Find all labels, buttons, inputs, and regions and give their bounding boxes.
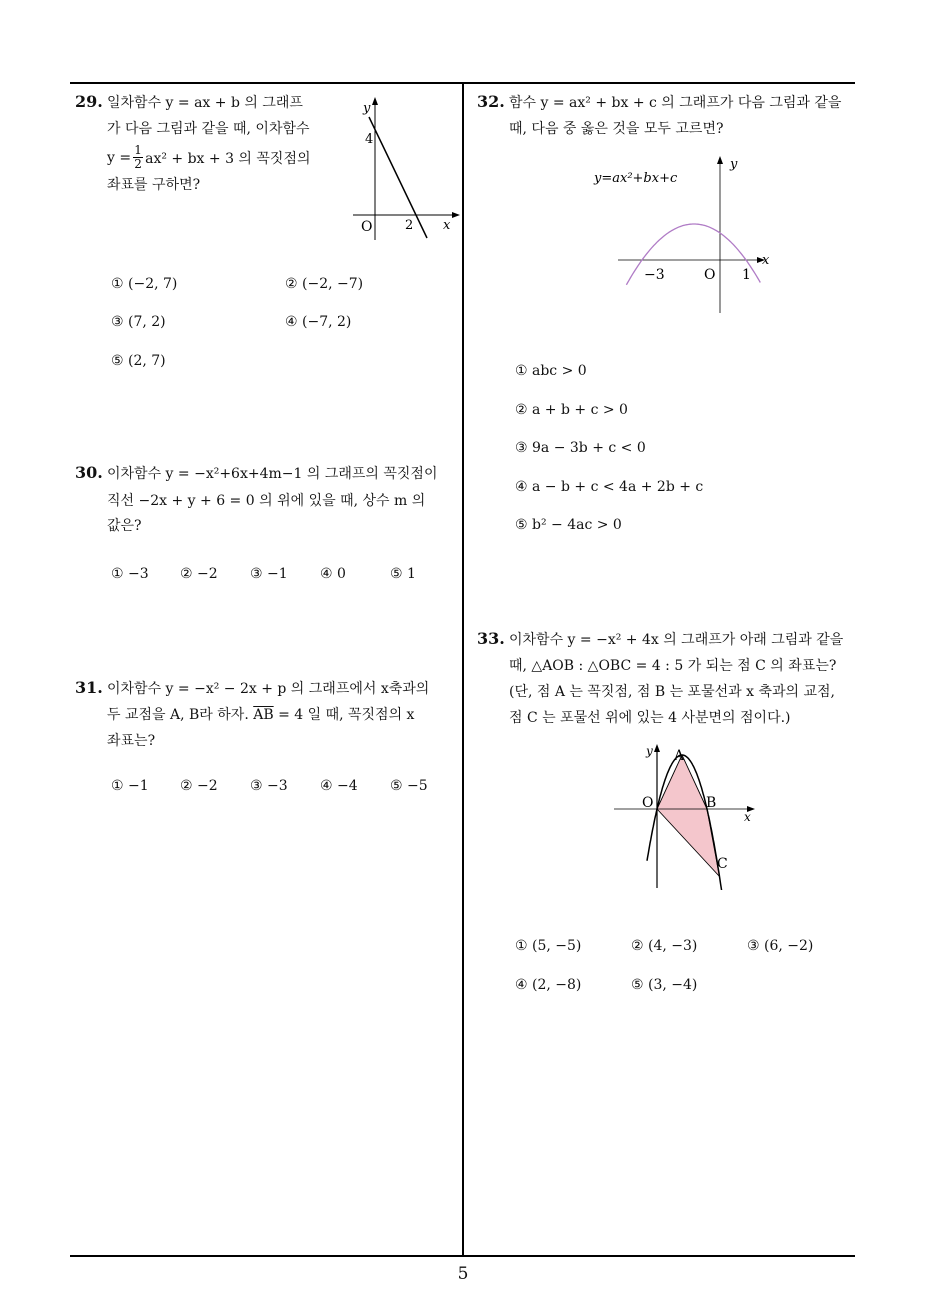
- question-text-line: 때, △AOB : △OBC = 4 : 5 가 되는 점 C 의 좌표는?: [509, 658, 837, 674]
- choice[interactable]: ① abc > 0: [515, 363, 587, 379]
- text-segment: = 4 일 때, 꼭짓점의 x: [273, 707, 415, 723]
- question-text-line: 점 C 는 포물선 위에 있는 4 사분면의 점이다.): [509, 710, 791, 726]
- choice[interactable]: ① −3: [111, 566, 149, 582]
- root-right-label: 1: [742, 267, 751, 283]
- origin-label: O: [704, 267, 716, 283]
- point-c-label: C: [717, 856, 728, 872]
- y-intercept-label: 4: [365, 132, 374, 147]
- point-a-label: A: [674, 748, 685, 764]
- choice[interactable]: ④ −4: [320, 778, 358, 794]
- choice[interactable]: ③ (6, −2): [747, 938, 814, 954]
- origin-label: O: [361, 219, 373, 235]
- question-text-line: 좌표를 구하면?: [107, 177, 201, 193]
- shaded-triangles: [657, 755, 720, 877]
- choice[interactable]: ⑤ −5: [390, 778, 428, 794]
- text-segment: 두 교점을 A, B라 하자.: [107, 707, 254, 723]
- question-number: 30.: [75, 463, 103, 482]
- question-text-line: 가 다음 그림과 같을 때, 이차함수: [107, 121, 310, 137]
- choice[interactable]: ③ 9a − 3b + c < 0: [515, 440, 646, 456]
- choice[interactable]: ② −2: [180, 566, 218, 582]
- x-axis-label: x: [744, 810, 751, 824]
- choice[interactable]: ① (5, −5): [515, 938, 582, 954]
- fraction-numerator: 1: [134, 143, 142, 157]
- choice[interactable]: ② a + b + c > 0: [515, 402, 628, 418]
- question-number: 29.: [75, 92, 103, 111]
- choice[interactable]: ④ 0: [320, 566, 346, 582]
- x-axis-label: x: [762, 253, 770, 268]
- choice[interactable]: ⑤ b² − 4ac > 0: [515, 517, 622, 533]
- choice[interactable]: ④ (2, −8): [515, 977, 582, 993]
- choice[interactable]: ① (−2, 7): [111, 276, 178, 292]
- fraction: [133, 144, 143, 171]
- formula-prefix: y =: [107, 149, 132, 166]
- question-text-line: 때, 다음 중 옳은 것을 모두 고르면?: [509, 121, 724, 137]
- choice[interactable]: ② (4, −3): [631, 938, 698, 954]
- question-text-line: 좌표는?: [107, 733, 156, 749]
- page-number: 5: [457, 1264, 469, 1284]
- origin-label: O: [642, 795, 654, 811]
- choice[interactable]: ② −2: [180, 778, 218, 794]
- x-intercept-label: 2: [405, 218, 414, 233]
- question-number: 33.: [477, 629, 505, 648]
- choice[interactable]: ⑤ 1: [390, 566, 416, 582]
- formula-suffix: ax² + bx + 3 의 꼭짓점의: [145, 150, 311, 167]
- question-number: 32.: [477, 92, 505, 111]
- line-graph: [369, 117, 427, 238]
- point-b-label: B: [706, 795, 717, 811]
- choice[interactable]: ④ a − b + c < 4a + 2b + c: [515, 479, 704, 495]
- choice[interactable]: ③ −3: [250, 778, 288, 794]
- choice[interactable]: ④ (−7, 2): [285, 314, 352, 330]
- choice[interactable]: ③ −1: [250, 566, 288, 582]
- question-text-line: 일차함수 y = ax + b 의 그래프: [107, 95, 303, 111]
- question-text-line: 함수 y = ax² + bx + c 의 그래프가 다음 그림과 같을: [509, 95, 842, 111]
- curve-label: y=ax²+bx+c: [594, 171, 678, 186]
- question-text-line: 값은?: [107, 518, 142, 534]
- question-text-line: [107, 144, 311, 171]
- question-text-line: (단, 점 A 는 꼭짓점, 점 B 는 포물선과 x 축과의 교점,: [509, 684, 835, 700]
- linear-graph-figure: [345, 95, 465, 245]
- question-text-line: 이차함수 y = −x² − 2x + p 의 그래프에서 x축과의: [107, 681, 430, 697]
- bottom-rule: [70, 1255, 855, 1257]
- y-axis-label: y: [646, 744, 653, 758]
- question-number: 31.: [75, 678, 103, 697]
- question-text-line: 직선 −2x + y + 6 = 0 의 위에 있을 때, 상수 m 의: [107, 493, 426, 509]
- column-divider: [462, 82, 464, 1257]
- root-left-label: −3: [644, 267, 665, 283]
- question-text-line: [107, 704, 414, 724]
- choice[interactable]: ⑤ (3, −4): [631, 977, 698, 993]
- fraction-denominator: 2: [134, 157, 142, 171]
- choice[interactable]: ③ (7, 2): [111, 314, 166, 330]
- choice[interactable]: ① −1: [111, 778, 149, 794]
- choice[interactable]: ⑤ (2, 7): [111, 353, 166, 369]
- segment-ab: $\overline{AB}$: [253, 707, 274, 723]
- y-axis-label: y: [363, 101, 371, 116]
- x-axis-label: x: [443, 218, 451, 233]
- y-axis-label: y: [730, 157, 738, 172]
- choice[interactable]: ② (−2, −7): [285, 276, 364, 292]
- parabola-figure: [590, 150, 780, 320]
- triangle-parabola-figure: [610, 740, 770, 890]
- question-text-line: 이차함수 y = −x²+6x+4m−1 의 그래프의 꼭짓점이: [107, 466, 438, 482]
- question-text-line: 이차함수 y = −x² + 4x 의 그래프가 아래 그림과 같을: [509, 632, 844, 648]
